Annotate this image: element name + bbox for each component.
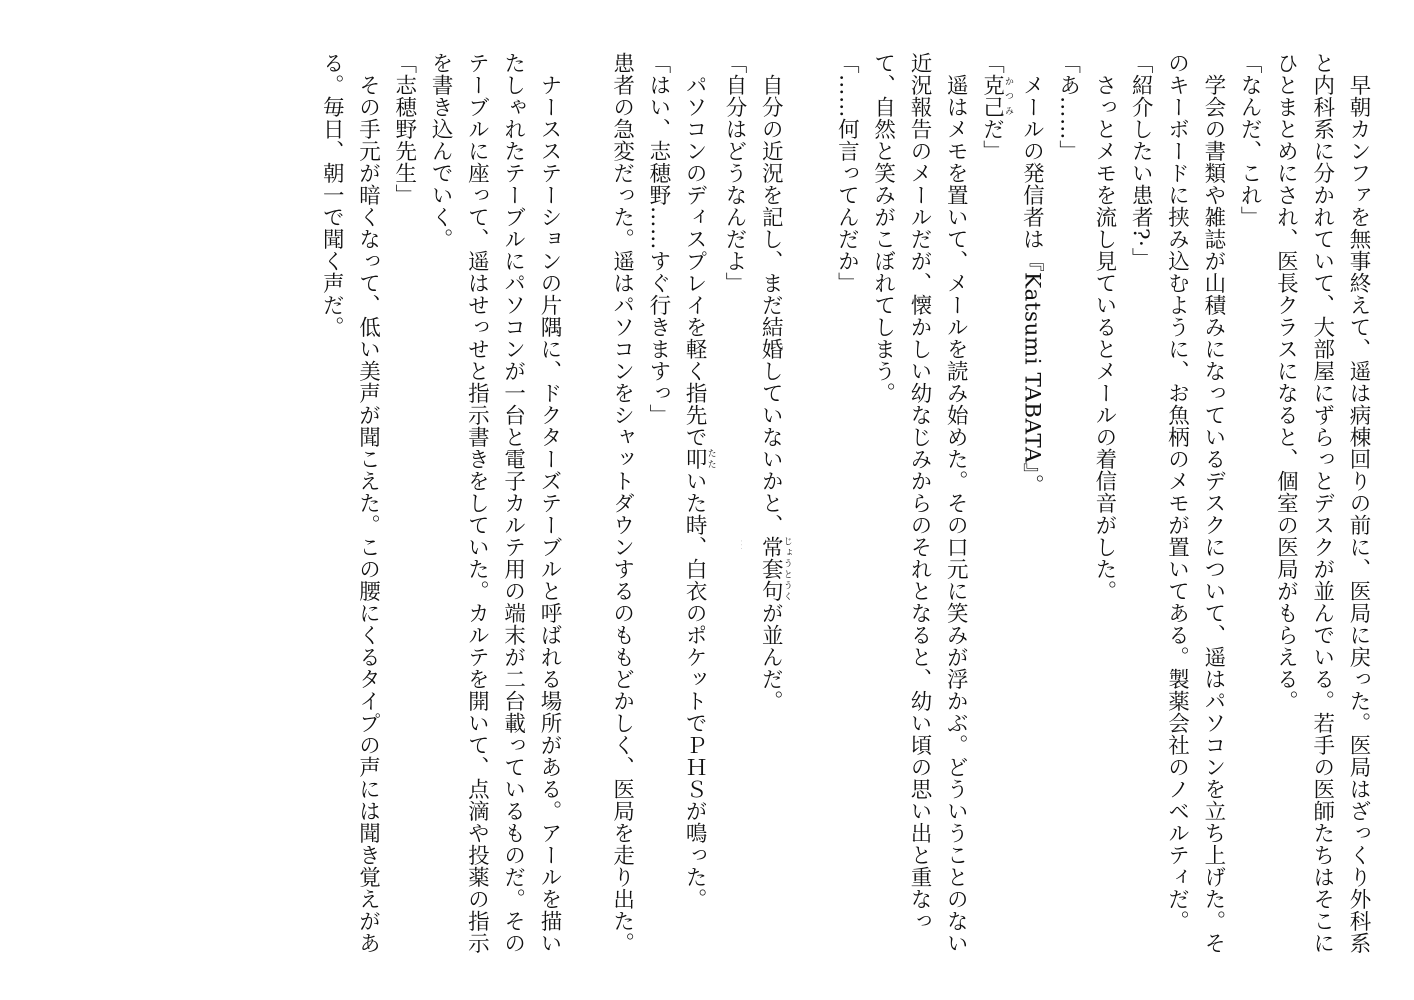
- dialogue-7: 「はい、志穂野……すぐ行きますっ」: [645, 52, 671, 426]
- paragraph-4: メールの発信者は『Katsumi TABATA』。: [1019, 73, 1045, 496]
- dialogue-8: 「志穂野先生」: [391, 52, 417, 206]
- paragraph-8: 患者の急変だった。遥はパソコンをシャットダウンするのももどかしく、医局を走り出た。: [609, 52, 635, 954]
- scene-break-mark: · · ·: [737, 540, 744, 550]
- paragraph-9: ナースステーションの片隅に、ドクターズテーブルと呼ばれる場所がある。アールを描いたしゃれたテーブルにパソコンが一台と電子カルテ用の端末が二台載っているものだ。そのテーブルに座って、遥はせっせと指示書きをしていた。カルテを開いて、点滴や投薬の指示を書き込んでいく。: [428, 52, 562, 954]
- dialogue-4: 「克己かつみだ」: [979, 52, 1014, 162]
- paragraph-6: 自分の近況を記し、まだ結婚していないかと、常套句じょうとうくが並んだ。: [758, 73, 792, 712]
- ruby-tata: 叩たた: [682, 447, 716, 470]
- paragraph-7: パソコンのディスプレイを軽く指先で叩たたいた時、白衣のポケットでＰＨＳが鳴った。: [682, 73, 716, 910]
- dialogue-6: 「自分はどうなんだよ」: [721, 52, 747, 294]
- paragraph-5: 遥はメモを置いて、メールを読み始めた。その口元に笑みが浮かぶ。どういうことのない近況報告のメールだが、懐かしい幼なじみからのそれとなると、幼い頃の思い出と重なって、自然と笑みがこぼれてしまう。: [870, 52, 969, 954]
- ruby-katsumi: 克己かつみ: [979, 74, 1014, 118]
- dialogue-3: 「あ……」: [1055, 52, 1081, 162]
- paragraph-3: さっとメモを流し見ているとメールの着信音がした。: [1091, 73, 1117, 602]
- paragraph-2: 学会の書類や雑誌が山積みになっているデスクについて、遥はパソコンを立ち上げた。そのキーボードに挟み込むように、お魚柄のメモが置いてある。製薬会社のノベルティだ。: [1164, 52, 1226, 954]
- dialogue-2: 「紹介したい患者?·」: [1128, 52, 1154, 270]
- dialogue-5: 「……何言ってんだか」: [834, 52, 860, 294]
- vertical-text-body: [313, 52, 1376, 962]
- paragraph-1: 早朝カンファを無事終えて、遥は病棟回りの前に、医局に戻った。医局はざっくり外科系と内科系に分かれていて、大部屋にずらっとデスクが並んでいる。若手の医師たちはそこにひとまとめにされ、医長クラスになると、個室の医局がもらえる。: [1273, 52, 1371, 954]
- paragraph-10: その手元が暗くなって、低い美声が聞こえた。この腰にくるタイプの声には聞き覚えがある。毎日、朝一で聞く声だ。: [319, 52, 381, 954]
- dialogue-1: 「なんだ、これ」: [1237, 52, 1263, 228]
- ruby-joutouku: 常套句じょうとうく: [758, 535, 792, 602]
